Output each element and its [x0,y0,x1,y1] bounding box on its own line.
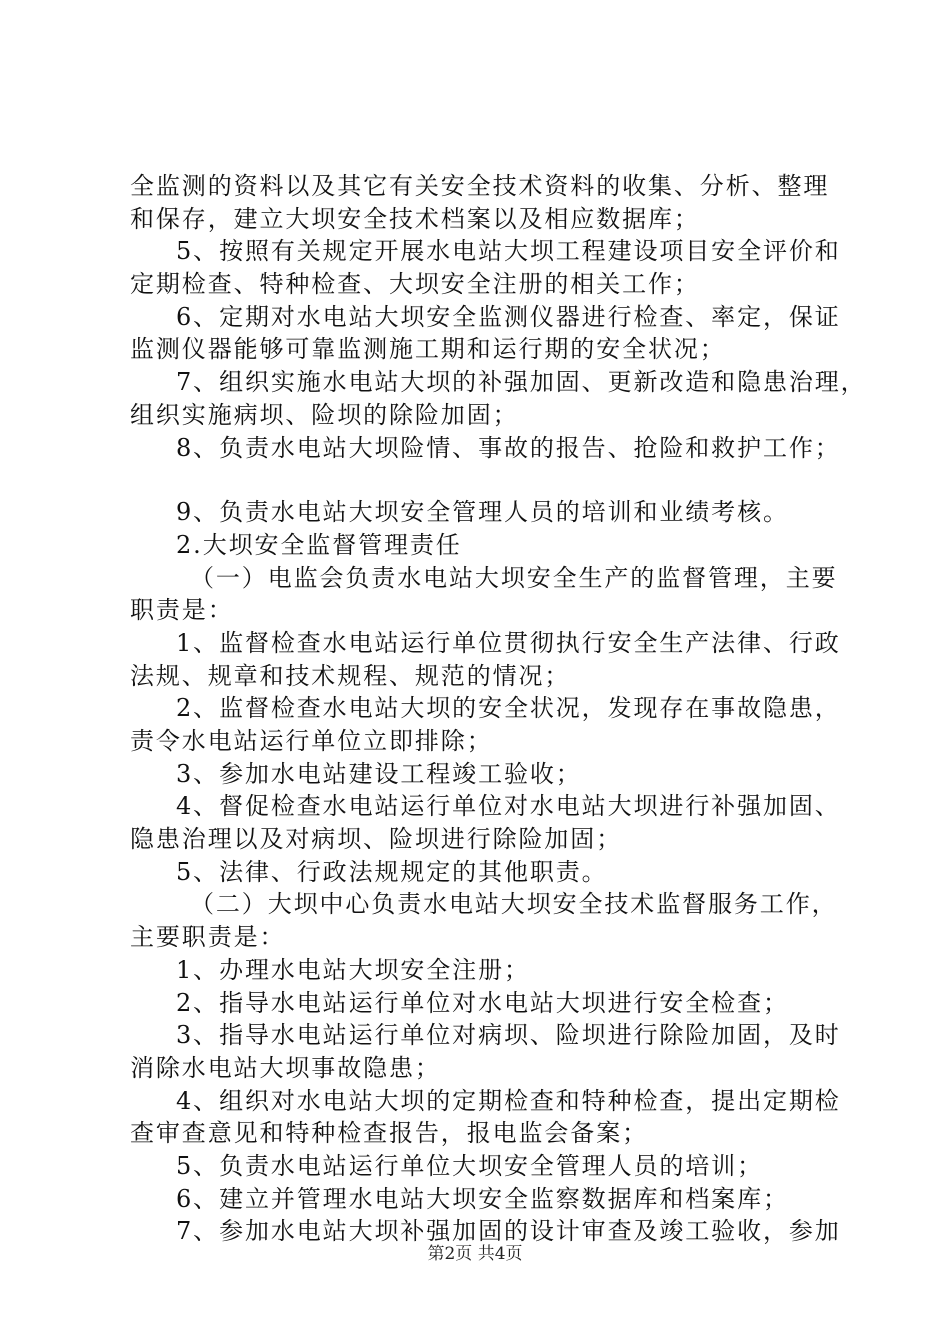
text-line: 2、指导水电站运行单位对水电站大坝进行安全检查； [176,988,789,1017]
text-line: 3、参加水电站建设工程竣工验收； [176,759,582,788]
text-line: 监测仪器能够可靠监测施工期和运行期的安全状况； [130,335,726,364]
text-line: 1、监督检查水电站运行单位贯彻执行安全生产法律、行政 [176,628,841,657]
text-line: 1、办理水电站大坝安全注册； [176,955,530,984]
page-number-footer: 第2页 共4页 [427,1244,523,1264]
text-line: 7、参加水电站大坝补强加固的设计审查及竣工验收，参加 [176,1217,841,1246]
text-line: 8、负责水电站大坝险情、事故的报告、抢险和救护工作； [176,433,841,462]
text-line: 全监测的资料以及其它有关安全技术资料的收集、分析、整理 [130,172,830,200]
document-body [130,170,867,1248]
text-line: 隐患治理以及对病坝、险坝进行除险加固； [130,825,623,854]
text-line: 职责是： [130,596,234,625]
text-line: 6、建立并管理水电站大坝安全监察数据库和档案库； [176,1184,789,1213]
text-line: 组织实施病坝、险坝的除险加固； [130,400,519,429]
text-line: 责令水电站运行单位立即排除； [130,727,493,755]
text-line: 4、督促检查水电站运行单位对水电站大坝进行补强加固、 [176,792,841,821]
text-line: 7、组织实施水电站大坝的补强加固、更新改造和隐患治理， [176,368,867,397]
text-line: 主要职责是： [130,923,286,952]
paragraph-gap [130,464,830,496]
text-line: 2、监督检查水电站大坝的安全状况，发现存在事故隐患， [176,694,841,723]
subsection-heading: （二）大坝中心负责水电站大坝安全技术监督服务工作， [190,890,838,919]
text-line: 5、法律、行政法规规定的其他职责。 [176,857,608,886]
text-line: 消除水电站大坝事故隐患； [130,1053,441,1082]
text-line: 5、负责水电站运行单位大坝安全管理人员的培训； [176,1151,763,1180]
text-line: 4、组织对水电站大坝的定期检查和特种检查，提出定期检 [176,1086,841,1115]
text-line: 定期检查、特种检查、大坝安全注册的相关工作； [130,270,700,299]
text-line: 和保存，建立大坝安全技术档案以及相应数据库； [130,204,700,233]
text-line: 5、按照有关规定开展水电站大坝工程建设项目安全评价和 [176,237,841,266]
text-line: 9、负责水电站大坝安全管理人员的培训和业绩考核。 [176,498,789,527]
section-heading: 2.大坝安全监督管理责任 [176,530,462,559]
subsection-heading: （一）电监会负责水电站大坝安全生产的监督管理，主要 [190,563,838,592]
text-line: 3、指导水电站运行单位对病坝、险坝进行除险加固，及时 [176,1021,841,1050]
text-line: 法规、规章和技术规程、规范的情况； [130,661,571,690]
text-line: 6、定期对水电站大坝安全监测仪器进行检查、率定，保证 [176,302,841,331]
text-line: 查审查意见和特种检查报告，报电监会备案； [130,1119,648,1148]
